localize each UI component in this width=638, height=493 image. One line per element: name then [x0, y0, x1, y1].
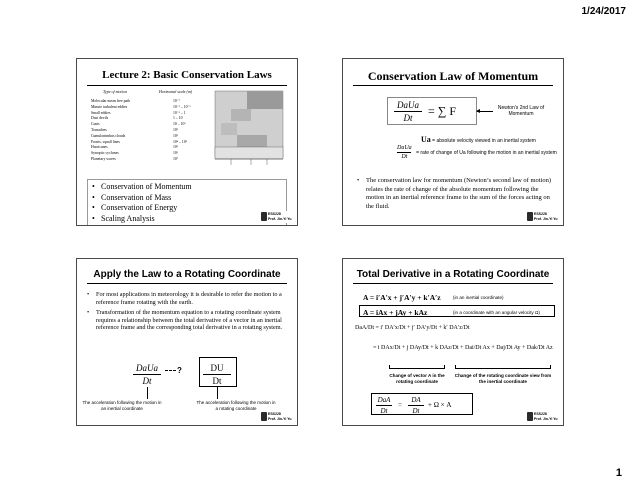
- bullet-item: • Scaling Analysis: [92, 214, 282, 225]
- slide-1: [76, 58, 298, 226]
- motion-cell: Hurricanes: [91, 145, 108, 150]
- momentum-equation: [387, 97, 477, 125]
- footer-course: ESS228: [268, 412, 281, 416]
- motion-cell: Tornadoes: [91, 127, 107, 132]
- title-rule: [87, 283, 287, 284]
- derivative-line-1: DaA/Dt = i′ DA′x/Dt + j′ DA′y/Dt + k′ DA′z/Dt: [355, 325, 470, 331]
- fraction-denominator: Dt: [403, 113, 413, 123]
- scale-cell: 10⁵: [173, 145, 179, 150]
- equation-fraction: [394, 100, 422, 123]
- motion-cell: Dust devils: [91, 116, 109, 121]
- scale-cell: 1 – 10: [173, 116, 183, 121]
- scale-cell: 10⁴ – 10⁵: [173, 139, 188, 144]
- bullet-item: • Conservation of Mass: [92, 193, 282, 204]
- brace-vector-change: [389, 365, 445, 369]
- rotating-caption: The acceleration following the motion in a rotating coordinate: [196, 400, 276, 411]
- footer-professor: Prof. Jin-Yi Yu: [534, 217, 558, 221]
- scale-cell: 10³: [173, 133, 178, 138]
- bullet-item: • Transformation of the momentum equation to a rotating coordinate system requires a relationship between the total derivative of a vector in an inertial reference frame and the corresponding total derivative in a rotating system.: [87, 309, 291, 332]
- motion-cell: Planetary waves: [91, 156, 116, 161]
- bullet-item: • The conservation law for momentum (Newton’s second law of motion) relates the rate of change of the absolute momentum following the motion in an inertial reference frame to the sum of the forces acting on the fluid.: [357, 177, 553, 211]
- ua-symbol: Ua: [421, 135, 431, 144]
- rate-definition: [397, 145, 557, 160]
- motion-cell: Fronts, squall lines: [91, 139, 120, 144]
- ua-note: = absolute velocity viewed in an inertial system: [432, 138, 536, 144]
- footer-professor: Prof. Jin-Yi Yu: [268, 417, 292, 421]
- fraction-numerator: DaA: [377, 396, 391, 404]
- fraction-denominator: Dt: [401, 154, 408, 160]
- motion-cell: Synoptic cyclones: [91, 151, 119, 156]
- scale-diagram: [173, 89, 287, 177]
- fraction-denominator: Dt: [380, 407, 388, 415]
- page-number: 1: [615, 467, 622, 479]
- leader-line: [147, 387, 148, 399]
- inertial-caption: The acceleration following the motion in an inertial coordinate: [82, 400, 162, 411]
- equals-sign: =: [398, 401, 402, 409]
- fraction-denominator: Dt: [142, 376, 152, 386]
- inertial-vector-equation: A = i′A′x + j′A′y + k′A′z: [363, 293, 441, 302]
- footer-course: ESS228: [534, 412, 547, 416]
- table-header-motion: Type of motion: [103, 89, 127, 94]
- inertial-acceleration: [133, 363, 161, 386]
- scale-cell: 10⁶: [173, 151, 179, 156]
- title-rule: [87, 85, 287, 86]
- bullet-item: • Conservation of Momentum: [92, 182, 282, 193]
- footer-course: ESS228: [268, 212, 281, 216]
- fraction-numerator: DaUa: [136, 363, 158, 373]
- slide-2: [342, 58, 564, 226]
- question-mark: ?: [177, 366, 182, 375]
- page-date: 1/24/2017: [581, 6, 626, 17]
- bullet-item: • Conservation of Energy: [92, 203, 282, 214]
- university-logo-icon: [261, 412, 267, 421]
- slide-title: Conservation Law of Momentum: [367, 69, 539, 83]
- motion-cell: Small eddies: [91, 110, 111, 115]
- brace-coordinate-change: [455, 365, 551, 369]
- fraction-numerator: DU: [210, 363, 224, 373]
- footer-professor: Prof. Jin-Yi Yu: [534, 417, 558, 421]
- fraction-denominator: Dt: [412, 407, 420, 415]
- fraction-denominator: Dt: [212, 376, 222, 386]
- fraction-bar: [203, 374, 231, 375]
- scale-table: [89, 89, 287, 177]
- bullet-list: [357, 177, 553, 211]
- scale-cell: 10⁻⁷: [173, 99, 181, 103]
- rotating-acceleration: [203, 363, 231, 386]
- bullet-list: [87, 291, 291, 335]
- rotating-vector-equation: A = iAx + jAy + kAz: [363, 308, 428, 317]
- university-logo-icon: [261, 212, 267, 221]
- slide-title: Apply the Law to a Rotating Coordinate: [93, 269, 281, 280]
- slide-footer: [261, 411, 295, 423]
- fraction-numerator: DaUa: [397, 145, 412, 151]
- slide-footer: [261, 211, 295, 223]
- rate-fraction: [397, 145, 412, 160]
- title-rule: [353, 85, 553, 86]
- fraction-bar: [376, 405, 392, 406]
- fraction-bar: [394, 111, 422, 112]
- fraction-bar: [397, 152, 411, 153]
- scale-cell: 10⁷: [173, 156, 179, 161]
- scale-cell: 10²: [173, 127, 178, 132]
- fraction-numerator: DA: [411, 396, 421, 404]
- slide-title: Total Derivative in a Rotating Coordinate: [356, 269, 550, 280]
- final-fraction-rotating: [408, 396, 424, 415]
- motion-cell: Molecular mean free path: [91, 99, 131, 103]
- fraction-bar: [133, 374, 161, 375]
- rotating-note: (in a coordinate with an angular velocity Ω): [453, 310, 540, 315]
- table-header-scale: Horizontal scale (m): [159, 89, 193, 94]
- final-equation: [371, 393, 473, 415]
- motion-cell: Minute turbulent eddies: [91, 104, 128, 109]
- coordinate-change-caption: Change of the rotating coordinate view from the inertial coordinate: [454, 373, 552, 384]
- slide-footer: [527, 411, 561, 423]
- slide-4: [342, 258, 564, 426]
- scale-cell: 10⁻² – 10⁻¹: [173, 104, 191, 109]
- omega-cross-term: + Ω × A: [428, 401, 452, 409]
- bullet-item: • For most applications in meteorology it is desirable to refer the motion to a reference frame rotating with the earth.: [87, 291, 291, 306]
- motion-cell: Gusts: [91, 122, 100, 127]
- inertial-note: (in an inertial coordinate): [453, 295, 504, 300]
- slide-footer: [527, 211, 561, 223]
- university-logo-icon: [527, 412, 533, 421]
- fraction-numerator: DaUa: [397, 100, 419, 110]
- university-logo-icon: [527, 212, 533, 221]
- scale-cell: 10⁻¹ – 1: [173, 110, 186, 115]
- scale-cell: 10 – 10²: [173, 122, 186, 127]
- ua-definition: [421, 135, 536, 144]
- final-fraction-inertial: [376, 396, 392, 415]
- slide-3: [76, 258, 298, 426]
- title-rule: [353, 283, 553, 284]
- bullet-list: [87, 179, 287, 226]
- slide-title: Lecture 2: Basic Conservation Laws: [102, 69, 272, 81]
- footer-professor: Prof. Jin-Yi Yu: [268, 217, 292, 221]
- leader-line: [217, 387, 218, 399]
- footer-course: ESS228: [534, 212, 547, 216]
- equation-rhs: = ∑ F: [428, 104, 456, 118]
- newton-law-note: Newton’s 2nd Law of Momentum: [497, 105, 545, 117]
- rate-note: = rate of change of Ua following the motion in an inertial system: [416, 149, 557, 156]
- motion-cell: Cumulonimbus clouds: [91, 133, 126, 138]
- vector-change-caption: Change of vector A in the rotating coordinate: [389, 373, 445, 384]
- fraction-bar: [408, 405, 424, 406]
- arrow-left-icon: [477, 111, 493, 112]
- derivative-line-2: = i DAx/Dt + j DAy/Dt + k DAz/Dt + Dai/Dt Ax + Daj/Dt Ay + Dak/Dt Az: [373, 345, 553, 351]
